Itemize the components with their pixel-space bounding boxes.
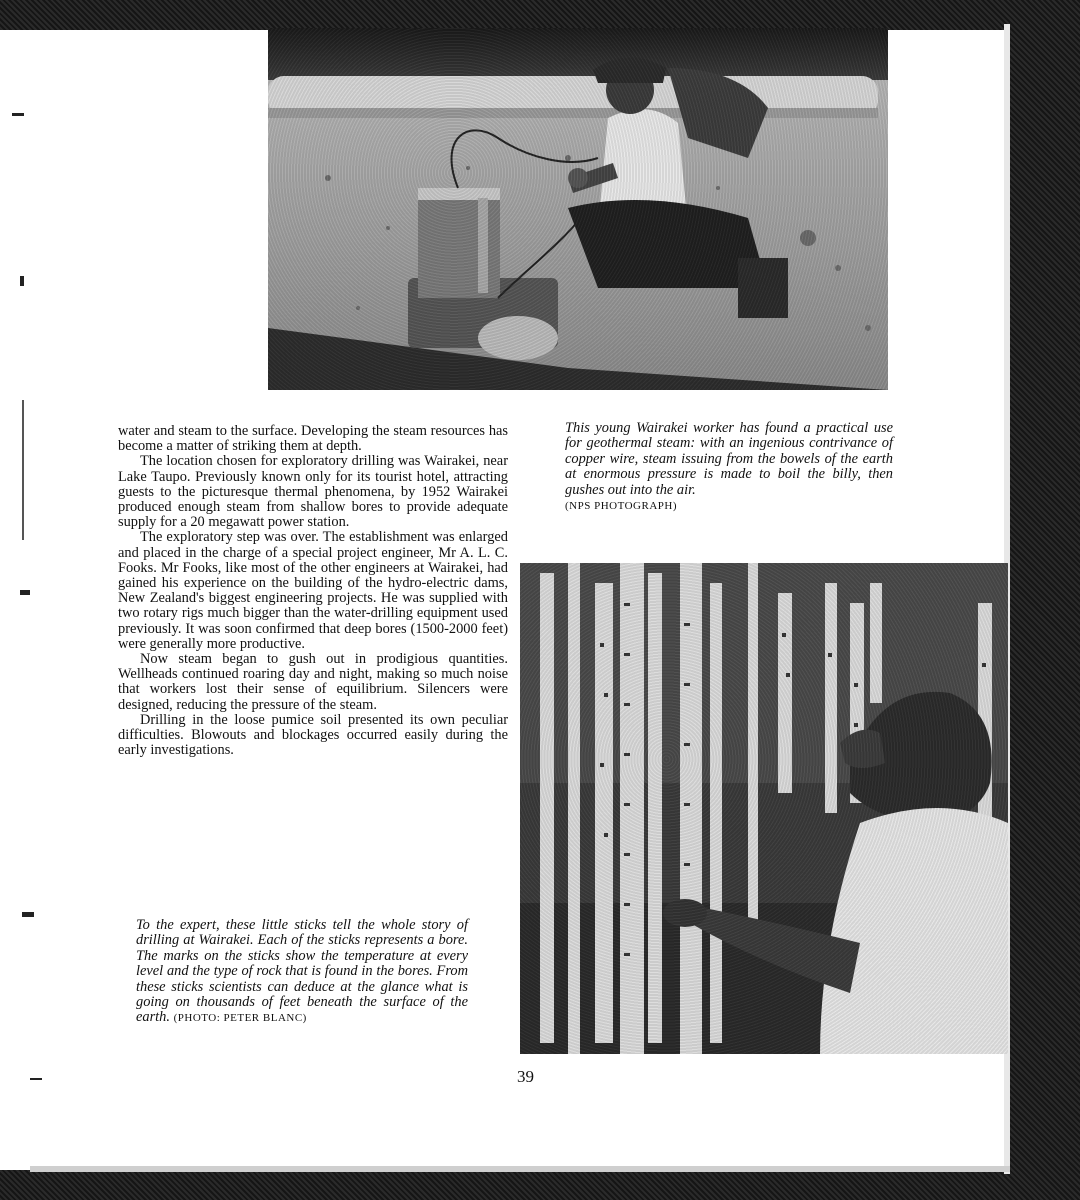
scan-artifact-mark: [30, 1078, 42, 1080]
photo-bore-sticks: [520, 563, 1008, 1054]
page-bottom-edge: [30, 1166, 1010, 1172]
photo-sticks-illustration: [520, 563, 1008, 1054]
body-paragraph: The exploratory step was over. The establishment was enlarged and placed in the charge of a special project engineer, Mr A. L. C. Fooks. Mr Fooks, like most of the other engineers at Wairakei, had gained his experience on the building of the hydro-electric dams, New Zealand's biggest engineering projects. He was supplied with two rotary rigs much bigger than the water-drilling equipment used previously. It was soon confirmed that deep bores (1500-2000 feet) were generally more productive.: [118, 529, 508, 652]
scan-artifact-line: [22, 400, 24, 540]
scan-artifact-mark: [12, 113, 24, 116]
body-paragraph: The location chosen for exploratory drilling was Wairakei, near Lake Taupo. Previously known only for its tourist hotel, attracting guests to the picturesque thermal phenomena, by 1952 Wairakei produced enough steam from shallow bores to provide adequate supply for a 20 megawatt power station.: [118, 453, 508, 531]
caption-worker-photo: [565, 421, 893, 514]
scan-artifact-mark: [20, 276, 24, 286]
caption-sticks-photo: [136, 918, 468, 1027]
caption-text: To the expert, these little sticks tell the whole story of drilling at Wairakei. Each of the sticks represents a bore. The marks on the sticks show the temperature at every level and the type of rock that is found in the bores. From these sticks scientists can deduce at the glance what is going on thousands of feet beneath the surface of the earth.: [136, 917, 468, 1026]
body-paragraph: Drilling in the loose pumice soil presented its own peculiar difficulties. Blowouts and blockages occurred easily during the early investigations.: [118, 711, 508, 759]
page-number: 39: [517, 1067, 534, 1086]
caption-text: This young Wairakei worker has found a practical use for geothermal steam: with an ingenious contrivance of copper wire, steam issuing from the bowels of the earth at enormous pressure is made to boil the billy, then gushes out into the air.: [565, 420, 893, 498]
photo-credit: (NPS PHOTOGRAPH): [565, 500, 678, 513]
photo-credit: (PHOTO: PETER BLANC): [173, 1012, 307, 1025]
photo-worker-illustration: [268, 28, 888, 390]
scan-artifact-mark: [20, 590, 30, 595]
scan-artifact-mark: [22, 912, 34, 917]
article-body: [118, 424, 508, 758]
body-paragraph: Now steam began to gush out in prodigious quantities. Wellheads continued roaring day and night, making so much noise that workers lost their sense of equilibrium. Silencers were designed, reducing the pressure of the steam.: [118, 651, 508, 713]
photo-worker-boiling-billy: [268, 28, 888, 390]
body-paragraph: water and steam to the surface. Developing the steam resources has become a matter of striking them at depth.: [118, 423, 508, 455]
